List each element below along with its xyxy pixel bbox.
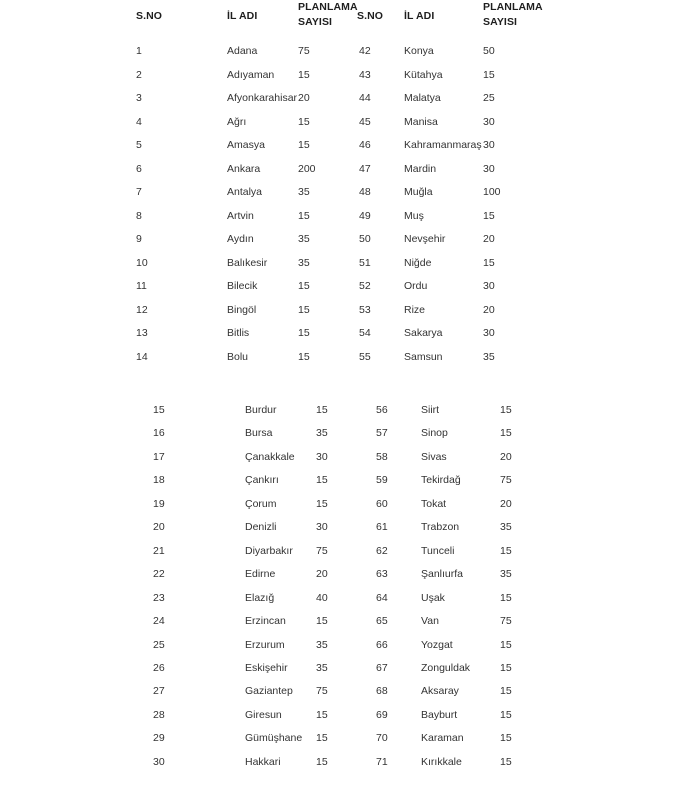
province-name: Adana	[227, 45, 258, 57]
province-name: Bayburt	[421, 708, 458, 721]
row-number: 51	[359, 256, 371, 269]
province-name: Muş	[404, 209, 424, 222]
province-name: Bingöl	[227, 303, 257, 316]
row-number: 56	[376, 404, 388, 416]
row-number: 49	[359, 209, 371, 222]
planning-count: 30	[483, 139, 495, 151]
planning-count: 15	[500, 638, 512, 651]
planning-count: 35	[316, 427, 328, 440]
row-number: 8	[136, 209, 142, 222]
row-number: 62	[376, 544, 388, 557]
planning-count: 35	[316, 638, 328, 651]
province-name: Giresun	[245, 708, 282, 721]
row-number: 64	[376, 591, 388, 604]
row-number: 57	[376, 427, 388, 440]
province-name: Burdur	[245, 404, 277, 416]
planning-count: 75	[500, 615, 512, 628]
planning-count: 15	[316, 615, 328, 628]
province-name: Siirt	[421, 404, 440, 416]
header-plan-right-line1: PLANLAMA	[483, 1, 543, 13]
planning-count: 20	[316, 568, 328, 581]
province-name: Bolu	[227, 350, 249, 363]
row-number: 5	[136, 139, 142, 151]
header-plan-left-line1: PLANLAMA	[298, 1, 358, 13]
province-name: Sinop	[421, 427, 448, 440]
header-sno-left: S.NO	[136, 10, 163, 22]
province-name: Denizli	[245, 521, 277, 534]
province-name: Bursa	[245, 427, 273, 440]
planning-count: 30	[483, 115, 495, 128]
planning-count: 35	[316, 661, 328, 674]
row-number: 7	[136, 186, 142, 198]
planning-count: 35	[483, 350, 495, 363]
planning-count: 35	[298, 233, 310, 245]
planning-count: 15	[316, 474, 328, 487]
province-name: Gümüşhane	[245, 732, 303, 745]
header-plan-left-line2: SAYISI	[298, 16, 333, 28]
row-number: 67	[376, 661, 388, 674]
province-name: Trabzon	[421, 521, 460, 534]
row-number: 23	[153, 591, 165, 604]
row-number: 60	[376, 497, 388, 510]
row-number: 70	[376, 732, 388, 745]
planning-count: 20	[483, 233, 495, 245]
row-number: 42	[359, 45, 371, 57]
province-name: Erzincan	[245, 615, 286, 628]
province-name: Aksaray	[421, 685, 459, 698]
planning-count: 20	[500, 450, 512, 463]
row-number: 26	[153, 661, 165, 674]
province-name: Ağrı	[227, 115, 247, 128]
row-number: 52	[359, 280, 371, 292]
planning-count: 15	[316, 708, 328, 721]
row-number: 12	[136, 303, 148, 316]
header-il-left: İL ADI	[227, 10, 258, 22]
province-name: Nevşehir	[404, 233, 446, 245]
province-name: Sivas	[421, 450, 447, 463]
province-name: Niğde	[404, 256, 432, 269]
planning-count: 15	[483, 68, 495, 81]
row-number: 61	[376, 521, 388, 534]
province-name: Afyonkarahisar	[227, 92, 298, 104]
row-number: 29	[153, 732, 165, 745]
planning-count: 15	[500, 755, 512, 768]
planning-count: 15	[316, 732, 328, 745]
row-number: 54	[359, 327, 371, 339]
province-name: Balıkesir	[227, 256, 268, 269]
planning-count: 25	[483, 92, 495, 104]
province-name: Rize	[404, 303, 426, 316]
row-number: 21	[153, 544, 165, 557]
header-il-right: İL ADI	[404, 10, 435, 22]
planning-count: 30	[483, 280, 495, 292]
row-number: 50	[359, 233, 371, 245]
row-number: 19	[153, 497, 165, 510]
province-name: Mardin	[404, 162, 437, 175]
planning-count: 15	[500, 732, 512, 745]
row-number: 13	[136, 327, 148, 339]
planning-count: 15	[500, 708, 512, 721]
province-name: Antalya	[227, 186, 263, 198]
province-name: Tokat	[421, 497, 447, 510]
row-number: 3	[136, 92, 142, 104]
row-number: 15	[153, 404, 165, 416]
planning-count: 35	[298, 256, 310, 269]
planning-count: 15	[500, 544, 512, 557]
planning-count: 20	[500, 497, 512, 510]
row-number: 2	[136, 68, 142, 81]
row-number: 43	[359, 68, 371, 81]
province-name: Bitlis	[227, 327, 250, 339]
row-number: 69	[376, 708, 388, 721]
planning-count: 15	[500, 685, 512, 698]
planning-count: 15	[500, 427, 512, 440]
province-name: Tunceli	[421, 544, 455, 557]
row-number: 44	[359, 92, 371, 104]
row-number: 17	[153, 450, 165, 463]
row-number: 45	[359, 115, 371, 128]
planning-count: 75	[298, 45, 310, 57]
province-name: Hakkari	[245, 755, 281, 768]
row-number: 48	[359, 186, 371, 198]
province-name: Malatya	[404, 92, 441, 104]
row-number: 66	[376, 638, 388, 651]
row-number: 20	[153, 521, 165, 534]
planning-count: 15	[298, 115, 310, 128]
province-name: Şanlıurfa	[421, 568, 464, 581]
planning-count: 75	[316, 685, 328, 698]
province-name: Muğla	[404, 186, 433, 198]
province-name: Ankara	[227, 162, 261, 175]
planning-count: 15	[316, 497, 328, 510]
planning-count: 40	[316, 591, 328, 604]
planning-count: 30	[316, 450, 328, 463]
province-name: Elazığ	[245, 591, 275, 604]
province-name: Çorum	[245, 497, 277, 510]
province-name: Kahramanmaraş	[404, 139, 482, 151]
province-name: Edirne	[245, 568, 276, 581]
planning-count: 15	[316, 404, 328, 416]
row-number: 14	[136, 350, 148, 363]
province-name: Amasya	[227, 139, 265, 151]
planning-count: 75	[500, 474, 512, 487]
province-name: Kırıkkale	[421, 755, 462, 768]
planning-count: 15	[298, 280, 310, 292]
row-number: 59	[376, 474, 388, 487]
row-number: 63	[376, 568, 388, 581]
province-name: Zonguldak	[421, 661, 471, 674]
row-number: 68	[376, 685, 388, 698]
row-number: 55	[359, 350, 371, 363]
planning-count: 15	[483, 209, 495, 222]
province-name: Tekirdağ	[421, 474, 461, 487]
row-number: 11	[136, 280, 147, 292]
row-number: 18	[153, 474, 165, 487]
province-name: Yozgat	[421, 638, 453, 651]
planning-count: 15	[500, 404, 512, 416]
row-number: 1	[136, 45, 142, 57]
planning-count: 20	[483, 303, 495, 316]
province-name: Uşak	[421, 591, 445, 604]
province-name: Artvin	[227, 209, 254, 222]
row-number: 47	[359, 162, 371, 175]
planning-count: 15	[298, 303, 310, 316]
row-number: 24	[153, 615, 165, 628]
row-number: 28	[153, 708, 165, 721]
planning-count: 50	[483, 45, 495, 57]
row-number: 58	[376, 450, 388, 463]
province-name: Çankırı	[245, 474, 279, 487]
planning-count: 15	[298, 209, 310, 222]
province-name: Çanakkale	[245, 450, 295, 463]
planning-count: 75	[316, 544, 328, 557]
row-number: 16	[153, 427, 165, 440]
planning-count: 15	[298, 327, 310, 339]
province-name: Van	[421, 615, 439, 628]
planning-count: 30	[483, 162, 495, 175]
province-name: Eskişehir	[245, 661, 288, 674]
row-number: 27	[153, 685, 165, 698]
province-name: Manisa	[404, 115, 438, 128]
planning-count: 15	[298, 139, 310, 151]
planning-count: 100	[483, 186, 501, 198]
province-name: Gaziantep	[245, 685, 293, 698]
province-name: Ordu	[404, 280, 428, 292]
planning-count: 15	[500, 661, 512, 674]
planning-count: 15	[298, 350, 310, 363]
planning-count: 15	[298, 68, 310, 81]
planning-count: 15	[483, 256, 495, 269]
planning-count: 30	[316, 521, 328, 534]
row-number: 10	[136, 256, 148, 269]
planning-count: 20	[298, 92, 310, 104]
row-number: 22	[153, 568, 165, 581]
row-number: 65	[376, 615, 388, 628]
planning-count: 35	[500, 568, 512, 581]
province-name: Bilecik	[227, 280, 258, 292]
planning-count: 200	[298, 162, 316, 175]
row-number: 6	[136, 162, 142, 175]
planning-count: 35	[298, 186, 310, 198]
row-number: 53	[359, 303, 371, 316]
province-name: Samsun	[404, 350, 443, 363]
row-number: 30	[153, 755, 165, 768]
planning-count: 15	[316, 755, 328, 768]
header-plan-right-line2: SAYISI	[483, 16, 518, 28]
province-name: Diyarbakır	[245, 544, 293, 557]
planning-count: 30	[483, 327, 495, 339]
province-name: Konya	[404, 45, 434, 57]
province-name: Erzurum	[245, 638, 285, 651]
province-name: Sakarya	[404, 327, 443, 339]
province-name: Adıyaman	[227, 68, 275, 81]
province-name: Kütahya	[404, 68, 443, 81]
planning-count: 15	[500, 591, 512, 604]
planning-count: 35	[500, 521, 512, 534]
header-sno-right: S.NO	[357, 10, 384, 22]
row-number: 4	[136, 115, 142, 128]
row-number: 71	[376, 755, 388, 768]
province-name: Karaman	[421, 732, 464, 745]
province-name: Aydın	[227, 233, 254, 245]
row-number: 25	[153, 638, 165, 651]
row-number: 46	[359, 139, 371, 151]
row-number: 9	[136, 233, 142, 245]
